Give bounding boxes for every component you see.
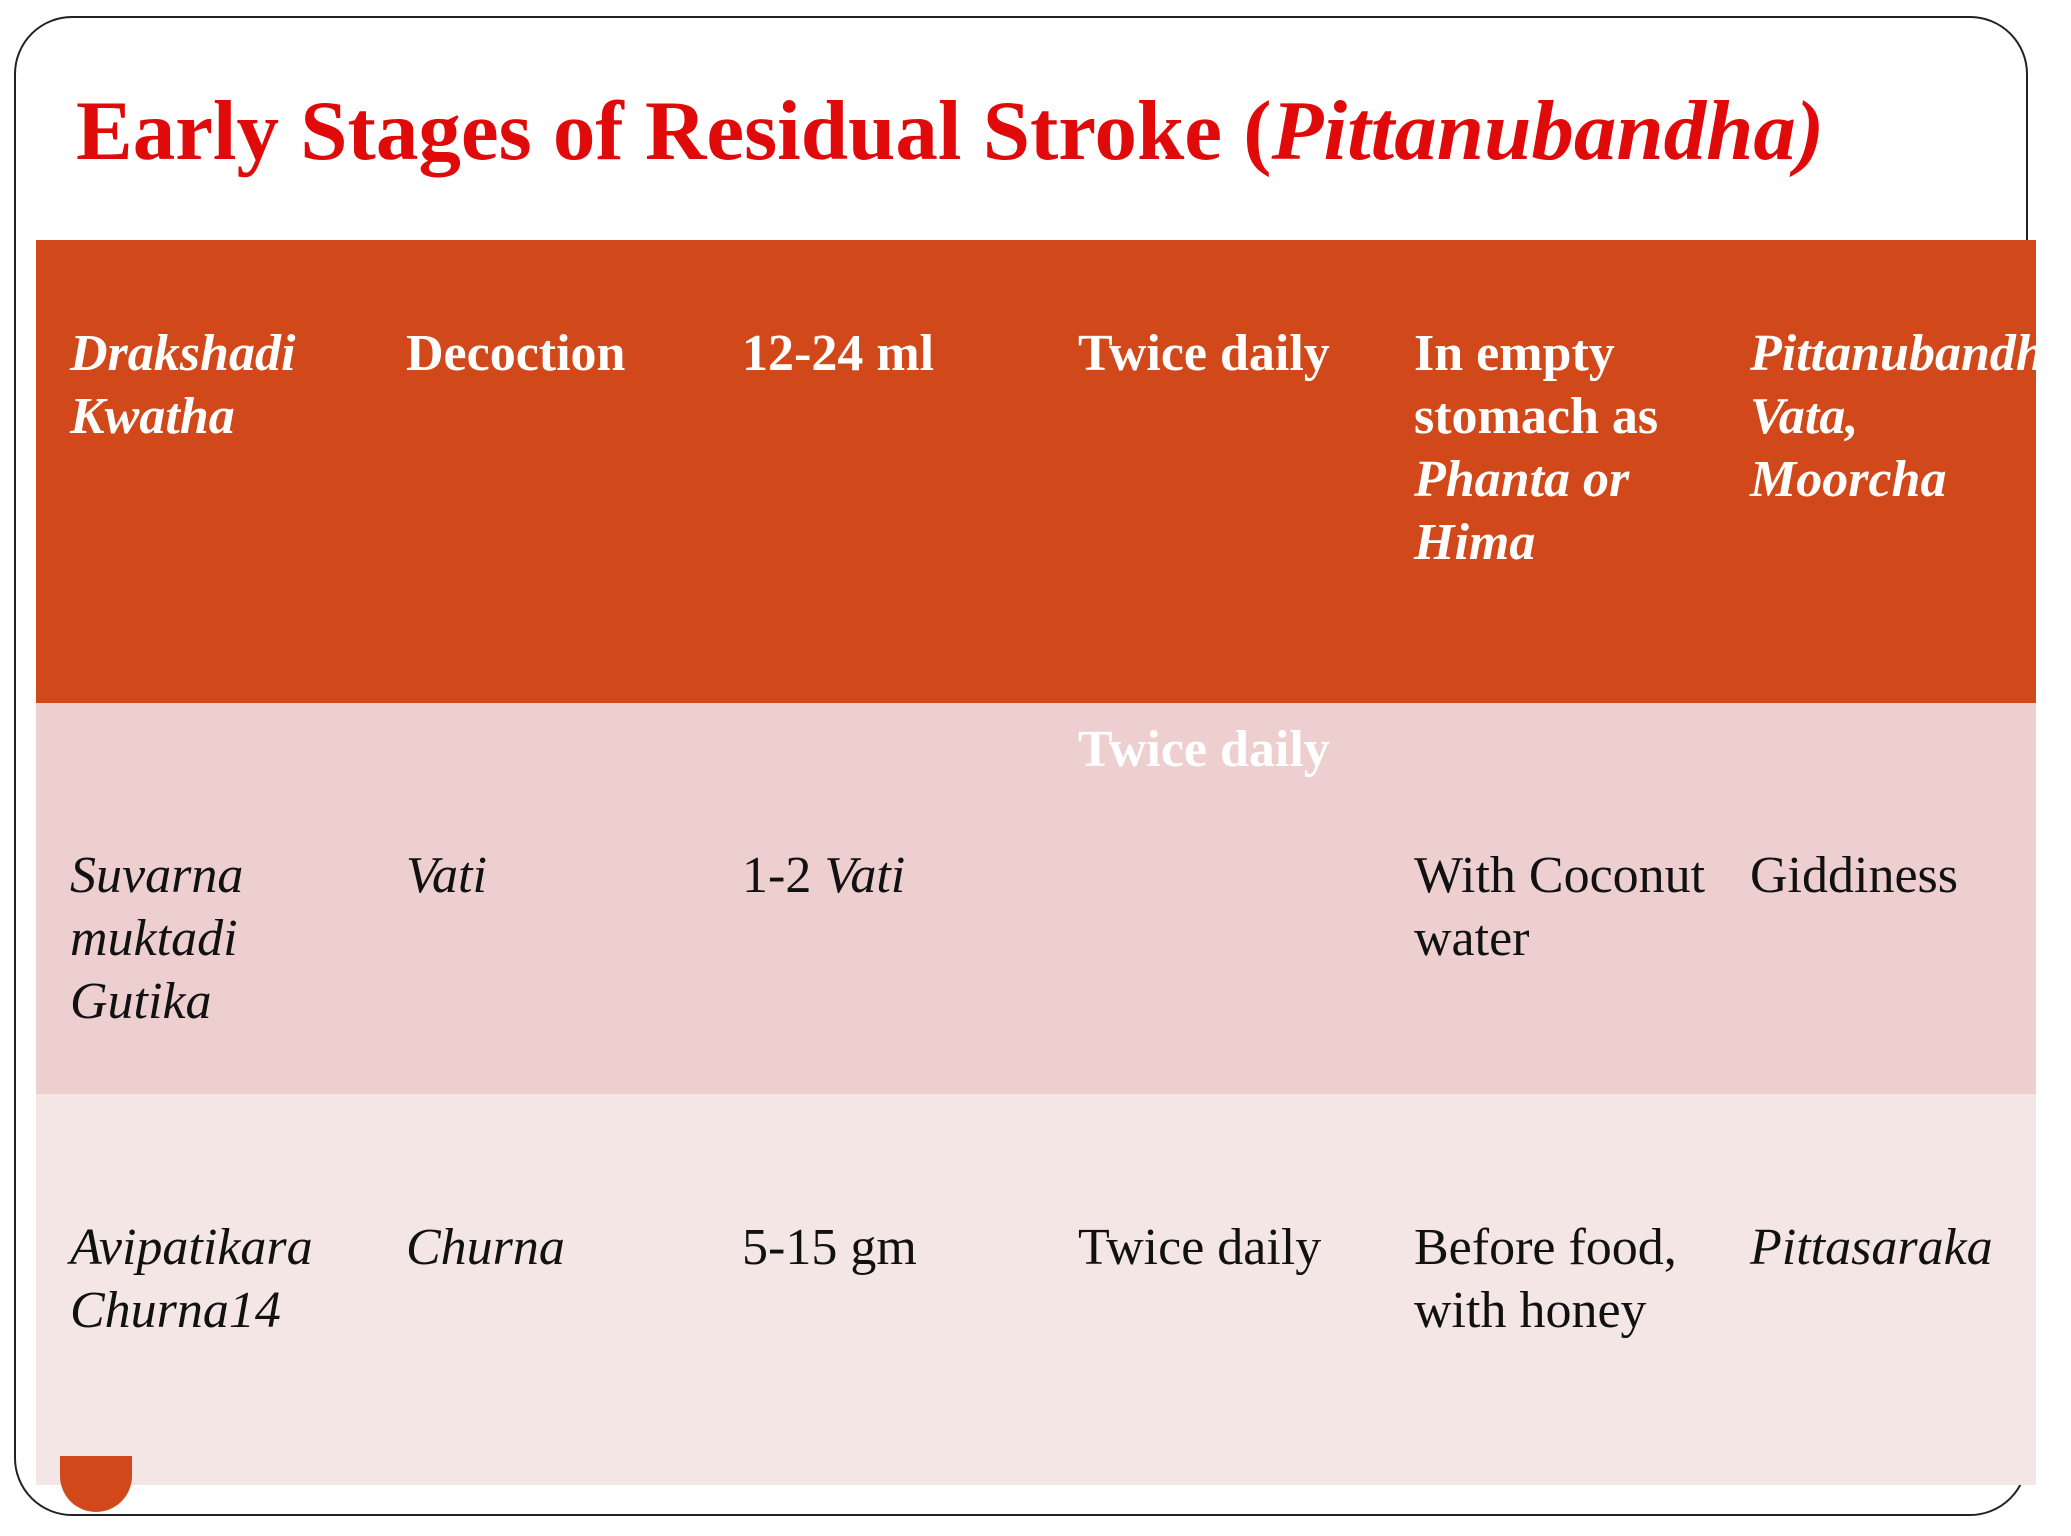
anupana-cell: With Coconut water xyxy=(1414,847,1706,967)
anupana-cell: Before food, with honey xyxy=(1414,1219,1677,1339)
medicine-name-cell: Suvarna muktadi Gutika xyxy=(70,847,244,1030)
slide-title-main: Early Stages of Residual Stroke ( xyxy=(76,84,1272,178)
medicine-name-cell: Avipatikara Churna14 xyxy=(70,1219,313,1339)
dose-unit: Vati xyxy=(824,847,906,904)
dose-cell: 12-24 ml xyxy=(742,325,935,382)
decorative-corner-shape xyxy=(60,1456,132,1512)
frequency-cell: Twice daily xyxy=(1078,325,1330,382)
anupana-italic: Phanta or Hima xyxy=(1414,451,1630,571)
form-cell: Churna xyxy=(406,1219,565,1276)
form-cell: Vati xyxy=(406,847,487,904)
indication-cell: Pittanubandha Vata, Moorcha xyxy=(1750,325,2071,508)
anupana-cell: In empty stomach as Phanta or Hima xyxy=(1414,325,1659,571)
form-cell: Decoction xyxy=(406,325,626,382)
slide-title xyxy=(76,76,1824,186)
table-row xyxy=(36,1094,2036,1485)
table-row xyxy=(36,703,2036,1094)
dose-number: 1-2 xyxy=(742,847,812,904)
dose-cell xyxy=(742,844,1062,907)
slide xyxy=(14,16,2071,1516)
frequency-cell: Twice daily xyxy=(1078,1219,1322,1276)
indication-cell: Giddiness xyxy=(1750,847,1958,904)
dose-cell: 5-15 gm xyxy=(742,1219,917,1276)
frequency-overlay-cell: Twice daily xyxy=(1078,721,1330,778)
indication-cell: Pittasaraka xyxy=(1750,1219,1993,1276)
dosage-table xyxy=(36,240,2071,1485)
slide-title-italic: Pittanubandha) xyxy=(1271,84,1825,178)
medicine-name-cell: Drakshadi Kwatha xyxy=(70,325,296,445)
table-row xyxy=(36,240,2071,703)
